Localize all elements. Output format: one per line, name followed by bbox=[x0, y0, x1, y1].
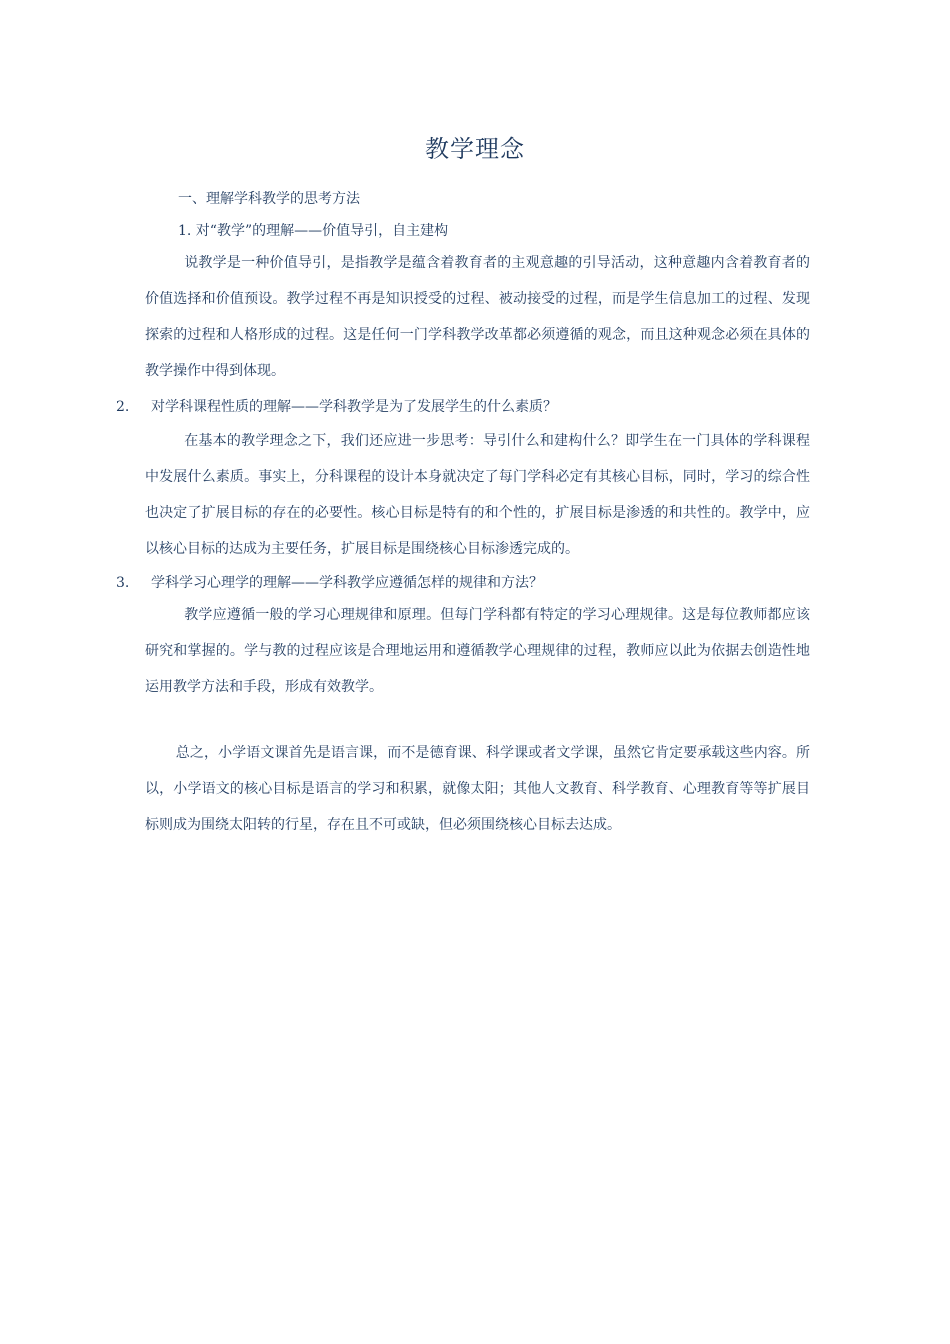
item-3-number: 3. bbox=[116, 575, 130, 591]
item-2-body: 在基本的教学理念之下，我们还应进一步思考：导引什么和建构什么？即学生在一门具体的学科课程中发展什么素质。事实上，分科课程的设计本身就决定了每门学科必定有其核心目标，同时，学习的综合性也决定了扩展目标的存在的必要性。核心目标是特有的和个性的，扩展目标是渗透的和共性的。教学中，应以核心目标的达成为主要任务，扩展目标是围绕核心目标渗透完成的。 bbox=[145, 433, 810, 557]
item-1-body: 说教学是一种价值导引，是指教学是蕴含着教育者的主观意趣的引导活动，这种意趣内含着教育者的价值选择和价值预设。教学过程不再是知识授受的过程、被动接受的过程，而是学生信息加工的过程、发现探索的过程和人格形成的过程。这是任何一门学科教学改革都必须遵循的观念，而且这种观念必须在具体的教学操作中得到体现。 bbox=[145, 255, 810, 379]
page-title: 教学理念 bbox=[425, 135, 525, 163]
conclusion-paragraph: 总之，小学语文课首先是语言课，而不是德育课、科学课或者文学课，虽然它肯定要承载这些内容。所以，小学语文的核心目标是语言的学习和积累，就像太阳；其他人文教育、科学教育、心理教育等等扩展目标则成为围绕太阳转的行星，存在且不可或缺，但必须围绕核心目标去达成。 bbox=[145, 745, 810, 833]
item-3-body: 教学应遵循一般的学习心理规律和原理。但每门学科都有特定的学习心理规律。这是每位教师都应该研究和掌握的。学与教的过程应该是合理地运用和遵循教学心理规律的过程，教师应以此为依据去创造性地运用教学方法和手段，形成有效教学。 bbox=[145, 607, 810, 695]
section-heading: 一、理解学科教学的思考方法 bbox=[178, 191, 360, 207]
item-2-number: 2. bbox=[116, 399, 130, 415]
item-2-heading: 对学科课程性质的理解——学科教学是为了发展学生的什么素质？ bbox=[151, 399, 557, 415]
item-3-heading: 学科学习心理学的理解——学科教学应遵循怎样的规律和方法？ bbox=[151, 575, 543, 591]
item-1-heading: 1. 对“教学”的理解——价值导引，自主建构 bbox=[178, 223, 449, 239]
